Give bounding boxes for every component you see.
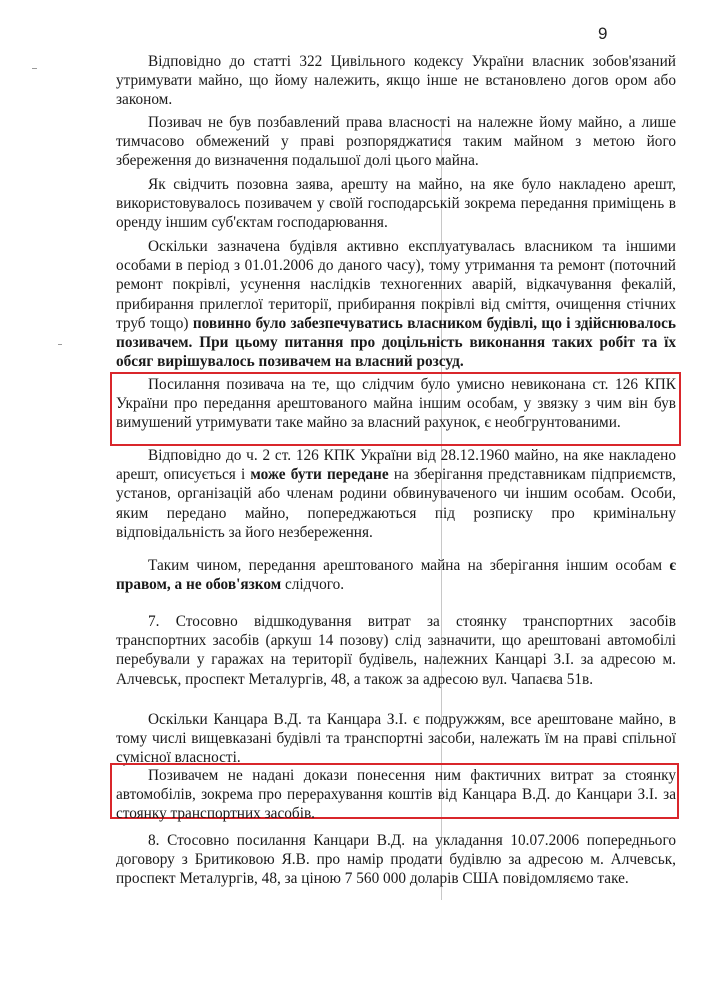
- article-126-bold: може бути передане: [245, 466, 389, 484]
- article-126-text-end: на зберігання представникам підприємств, установ, організацій або членам родини обвинуваченого чи іншим особам. Особи, яким передано майно, попереджаються під розписку про кримінальну відповідальність за його незбереження.: [116, 466, 677, 541]
- paragraph-building-maintenance: [116, 237, 676, 371]
- paragraph-maintenance-bold: повинно було забезпечуватись власником будівлі, що і здійснювалось позивачем. При цьому питання про доцільність виконання таких робіт та їх обсяг вирішувалось позивачем на власний розсуд.: [116, 314, 676, 371]
- scan-speck: [32, 68, 37, 69]
- transfer-right-text: Таким чином, передання арештованого майна на зберігання іншим особам: [148, 557, 663, 574]
- paragraph-ownership-obligation: Відповідно до статті 322 Цивільного кодексу України власник зобов'язаний утримувати майно, що йому належить, якщо інше не встановлено догов ором або законом.: [116, 53, 676, 109]
- article-126-text: Відповідно до ч. 2 ст. 126 КПК України від 28.12.1960 майно, на яке накладено арешт, описується і: [116, 447, 676, 484]
- paragraph-rights-limited: Позивач не був позбавлений права власності на належне йому майно, а лише тимчасово обмежений у праві розпоряджатися таким майном з метою його збереження до визначення подальшої долі цього майна.: [116, 114, 676, 170]
- transfer-right-bold: є правом, а не обов'язком: [116, 557, 676, 594]
- scan-speck: [58, 344, 62, 345]
- paragraph-maintenance-text: Оскільки зазначена будівля активно експлуатувалась власником та іншими особами в період з 01.01.2006 до даного часу), тому утримання та ремонт (поточний ремонт покрівлі, усунення наслідків техногенних аварій, відкачування фекалій, прибирання прилеглої території, прибирання покрівлі від сміття, очищення стічних труб тощо): [116, 238, 676, 332]
- paragraph-no-evidence: Позивачем не надані докази понесення ним фактичних витрат за стоянку автомобілів, зокрема про перерахування коштів від Канцара В.Д. до Канцари З.І. за стоянку транспортних засобів.: [116, 767, 676, 823]
- paragraph-parking-costs: 7. Стосовно відшкодування витрат за стоянку транспортних засобів транспортних засобів (аркуш 14 позову) слід зазначити, що арештовані автомобілі перебували у гаражах на території будівель, належних Канцарі З.І. за адресою м. Алчевськ, проспект Металургів, 48, а також за адресою вул. Чапаєва 51в.: [116, 613, 676, 688]
- paragraph-transfer-right: [116, 556, 676, 594]
- paragraph-investigator-claim: Посилання позивача на те, що слідчим було умисно невиконана ст. 126 КПК України про передання арештованого майна іншим особам, у звязку з чим він був вимушений утримувати таке майно за власний рахунок, є необгрунтованими.: [116, 376, 676, 432]
- paragraph-preliminary-contract: 8. Стосовно посилання Канцари В.Д. на укладання 10.07.2006 попереднього договору з Бритиковою Я.В. про намір продати будівлю за адресою м. Алчевськ, проспект Металургів, 48, за ціною 7 560 000 доларів США повідомляємо таке.: [116, 832, 676, 888]
- page-number: 9: [598, 24, 608, 43]
- transfer-right-text-end: слідчого.: [281, 576, 345, 594]
- paragraph-property-use: Як свідчить позовна заява, арешту на майно, на яке було накладено арешт, використовувалось позивачем у своїй господарській зокрема передання приміщень в оренду іншим суб'єктам господарювання.: [116, 176, 676, 232]
- paragraph-article-126: [116, 446, 676, 542]
- paragraph-spouses: Оскільки Канцара В.Д. та Канцара З.І. є подружжям, все арештоване майно, в тому числі вищевказані будівлі та транспортні засоби, належать їм на праві спільної сумісної власності.: [116, 711, 676, 767]
